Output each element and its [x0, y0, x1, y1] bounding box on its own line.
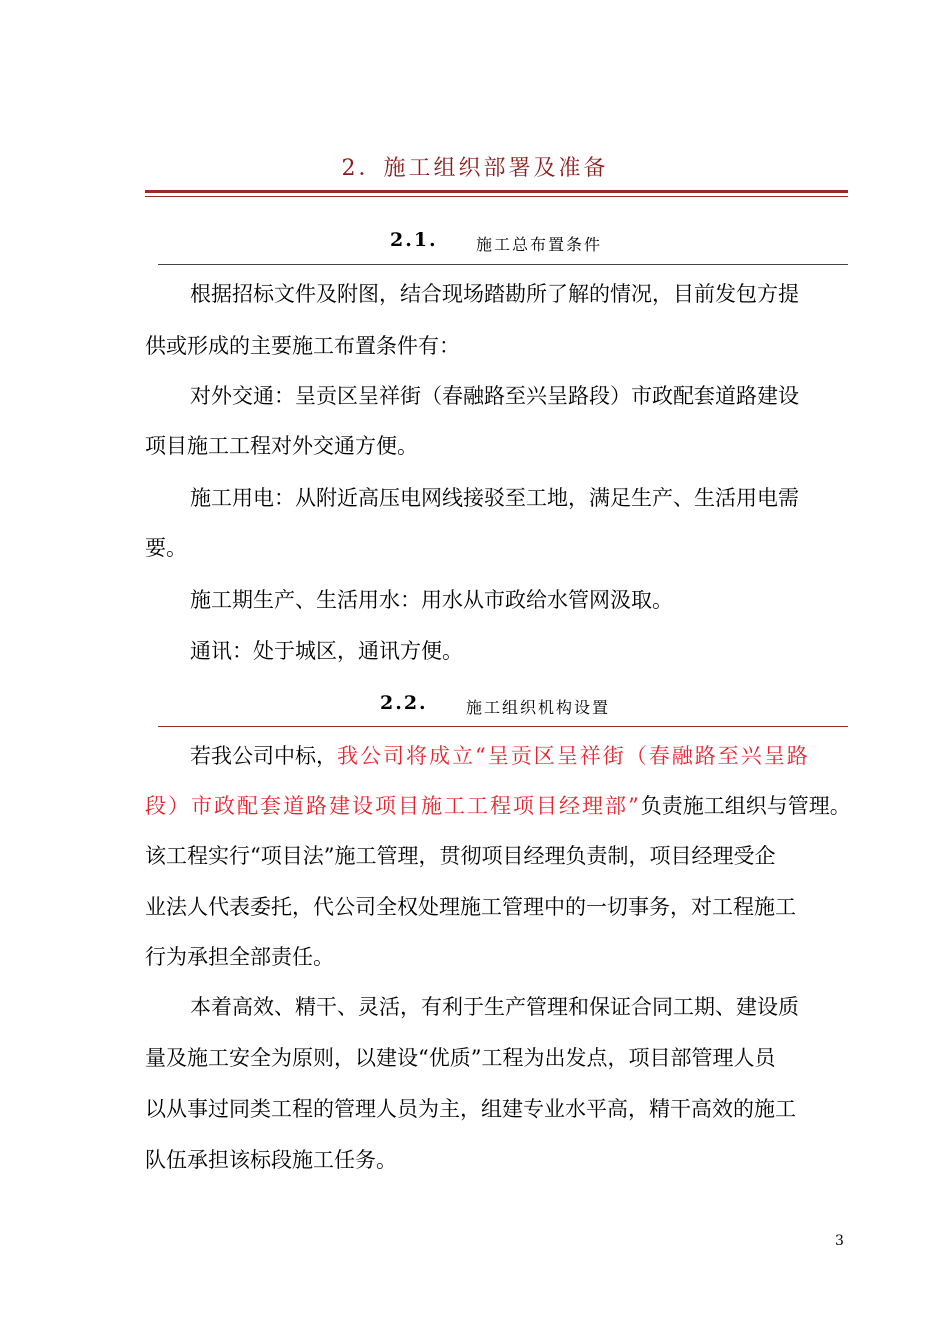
paragraph-line	[145, 796, 851, 817]
chapter-rule-thick	[145, 190, 848, 193]
paragraph-line: 供或形成的主要施工布置条件有：	[145, 334, 460, 358]
paragraph-line: 对外交通：呈贡区呈祥街（春融路至兴呈路段）市政配套道路建设	[190, 384, 799, 408]
section-number: 2.2.	[380, 692, 428, 714]
paragraph-line: 队伍承担该标段施工任务。	[145, 1148, 397, 1172]
emphasis-text: 段）市政配套道路建设项目施工工程项目经理部”	[145, 794, 641, 818]
paragraph-line: 施工期生产、生活用水：用水从市政给水管网汲取。	[190, 588, 673, 612]
paragraph-line: 施工用电：从附近高压电网线接驳至工地，满足生产、生活用电需	[190, 486, 799, 510]
plain-text: 若我公司中标，	[190, 744, 337, 768]
section-rule	[158, 726, 848, 727]
paragraph-line: 要。	[145, 536, 187, 560]
paragraph-line: 以从事过同类工程的管理人员为主，组建专业水平高，精干高效的施工	[145, 1097, 796, 1121]
emphasis-text: 我公司将成立“呈贡区呈祥街（春融路至兴呈路	[337, 744, 810, 768]
paragraph-line: 行为承担全部责任。	[145, 945, 334, 969]
plain-text: 负责施工组织与管理。	[640, 794, 851, 818]
paragraph-line: 本着高效、精干、灵活，有利于生产管理和保证合同工期、建设质	[190, 995, 799, 1019]
section-title: 施工总布置条件	[476, 235, 603, 254]
paragraph-line: 业法人代表委托，代公司全权处理施工管理中的一切事务，对工程施工	[145, 895, 796, 919]
section-number: 2.1.	[390, 229, 438, 251]
paragraph-line: 项目施工工程对外交通方便。	[145, 434, 418, 458]
paragraph-line: 量及施工安全为原则，以建设“优质”工程为出发点，项目部管理人员	[145, 1046, 776, 1070]
paragraph-line: 通讯：处于城区，通讯方便。	[190, 639, 463, 663]
page-number: 3	[835, 1233, 844, 1249]
paragraph-line: 该工程实行“项目法”施工管理，贯彻项目经理负责制，项目经理受企	[145, 844, 776, 868]
chapter-rule-thin	[145, 196, 848, 197]
paragraph-line: 根据招标文件及附图，结合现场踏勘所了解的情况，目前发包方提	[190, 282, 799, 306]
section-title: 施工组织机构设置	[466, 698, 611, 717]
chapter-title: 2．施工组织部署及准备	[341, 156, 609, 181]
section-rule	[158, 264, 848, 265]
paragraph-line	[190, 746, 810, 767]
